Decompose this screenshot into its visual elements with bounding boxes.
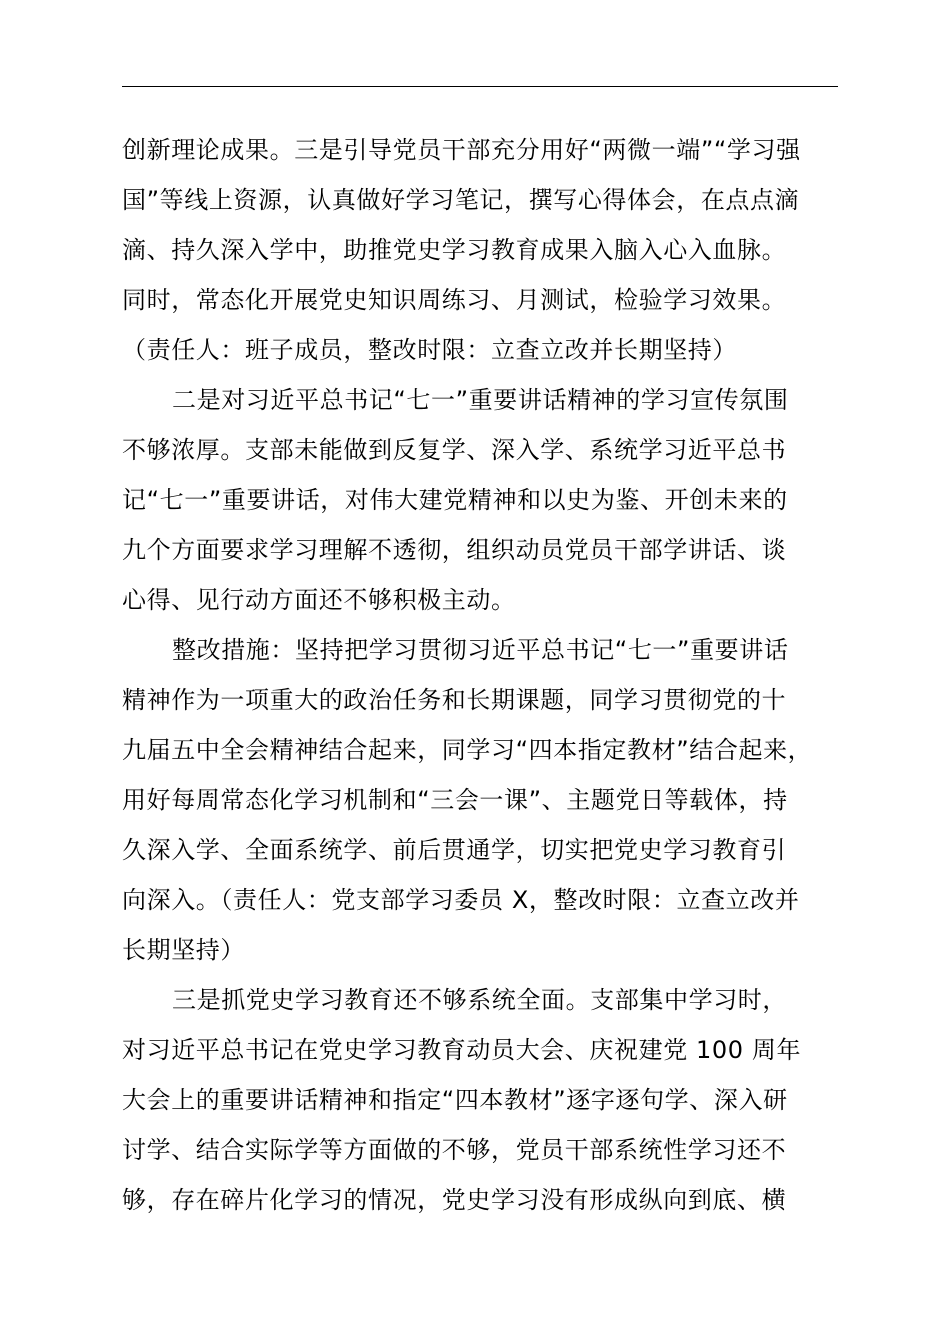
text-line: 滴、持久深入学中，助推党史学习教育成果入脑入心入血脉。 [122, 236, 787, 264]
text-line: 心得、见行动方面还不够积极主动。 [122, 586, 516, 614]
text-line: 不够浓厚。支部未能做到反复学、深入学、系统学习近平总书 [122, 436, 787, 464]
text-line: 长期坚持） [122, 936, 245, 964]
document-body [122, 125, 838, 1225]
text-line: 久深入学、全面系统学、前后贯通学，切实把党史学习教育引 [122, 836, 787, 864]
text-line: 对习近平总书记在党史学习教育动员大会、庆祝建党 100 周年 [122, 1036, 802, 1064]
text-line: （责任人：班子成员，整改时限：立查立改并长期坚持） [122, 336, 737, 364]
text-line: 九个方面要求学习理解不透彻，组织动员党员干部学讲话、谈 [122, 536, 787, 564]
text-line: 用好每周常态化学习机制和“三会一课”、主题党日等载体，持 [122, 786, 788, 814]
text-line: 大会上的重要讲话精神和指定“四本教材”逐字逐句学、深入研 [122, 1086, 788, 1114]
text-line: 创新理论成果。三是引导党员干部充分用好“两微一端”“学习强 [122, 136, 801, 164]
text-line: 讨学、结合实际学等方面做的不够，党员干部系统性学习还不 [122, 1136, 787, 1164]
text-line: 精神作为一项重大的政治任务和长期课题，同学习贯彻党的十 [122, 686, 787, 714]
paragraph-start-line: 整改措施：坚持把学习贯彻习近平总书记“七一”重要讲话 [172, 636, 789, 664]
text-line: 同时，常态化开展党史知识周练习、月测试，检验学习效果。 [122, 286, 787, 314]
text-line: 记“七一”重要讲话，对伟大建党精神和以史为鉴、开创未来的 [122, 486, 788, 514]
header-rule [122, 86, 838, 87]
text-line: 够，存在碎片化学习的情况，党史学习没有形成纵向到底、横 [122, 1186, 787, 1214]
text-line: 国”等线上资源，认真做好学习笔记，撰写心得体会，在点点滴 [122, 186, 800, 214]
text-line: 九届五中全会精神结合起来，同学习“四本指定教材”结合起来， [122, 736, 813, 764]
paragraph-start-line: 二是对习近平总书记“七一”重要讲话精神的学习宣传氛围 [172, 386, 789, 414]
text-line: 向深入。（责任人：党支部学习委员 X，整改时限：立查立改并 [122, 886, 800, 914]
paragraph-start-line: 三是抓党史学习教育还不够系统全面。支部集中学习时， [172, 986, 787, 1014]
